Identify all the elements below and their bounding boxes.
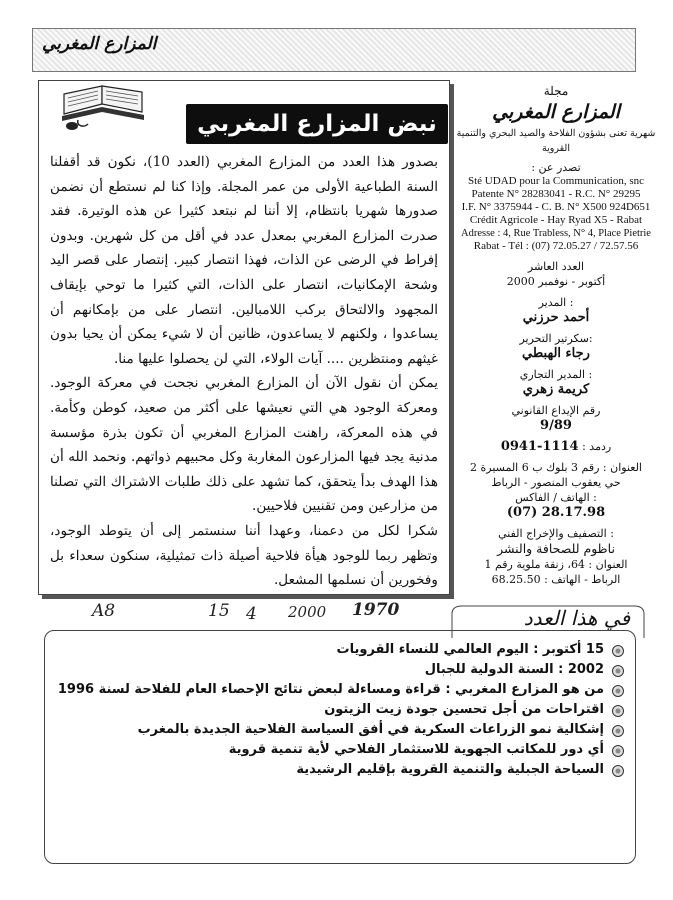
handwritten-number: 2000 [288,603,327,621]
phone-label: الهاتف / الفاكس : [515,491,597,504]
publisher-label: تصدر عن : [531,161,581,174]
bullet-icon [612,645,624,657]
address-line: حي يعقوب المنصور - الرباط [491,476,621,489]
phone-value: (07) 28.17.98 [506,505,606,520]
layout-company-logo: ناظوم للصحافة والنشر [497,541,615,556]
article-paragraph-2: يمكن أن نقول الآن أن المزارع المغربي نجحت في معركة الوجود. ومعركة الوجود هي التي نعيشها على أكثر من صعيد، كوطن وكأمة. في هذه المعركة، راهنت المزارع المغربي أن تكون بذرة مؤسسة مدنية يجد فيها المزارعون المغاربة وكل محبيهم ذواتهم. ونحمد الله أن هذا الهدف بدأ يتحقق، كما تشهد على ذلك طلبات الاشتراك التي تصلنا من مزارعين ومن تقنيين فلاحيين. [50,375,438,515]
legal-deposit-value: 9/89 [540,418,572,433]
secretary-name: رجاء الهبطي [522,346,590,361]
issn-value: 1114-0941 [500,439,579,454]
layout-label: التصفيف والإخراج الفني : [498,527,614,540]
magazine-label: مجلة [543,84,569,98]
book-icon [58,74,148,134]
bullet-icon [612,665,624,677]
handwritten-number: A8 [92,601,116,621]
publisher-line: Crédit Agricole - Hay Ryad X5 - Rabat [469,214,643,226]
contents-list [56,640,626,780]
layout-city-phone: الرباط - الهاتف : 68.25.50 [491,573,621,586]
article-paragraph-3: شكرا لكل من دعمنا، وعهدا أننا سنستمر إلى أن يتوطد الوجود، وتظهر ربما للوجود هيأة فلاحية أصيلة ذات تمثيلية، سنكون سعداء بل وفخورين أن نسلمها المشعل. [50,522,438,589]
contents-item: اقتراحات من أجل تحسين جودة زيت الزيتون [56,700,626,720]
contents-label: في هذا العدد [523,606,630,630]
secretary-label: سكرتير التحرير: [519,332,593,345]
publisher-line: I.F. N° 3375944 - C. B. N° X500 924D651 [461,201,651,213]
director-name: أحمد حرزني [522,310,590,325]
commercial-name: كريمة زهري [522,382,590,397]
legal-deposit-label: رقم الإيداع القانوني [511,404,601,417]
layout-address: العنوان : 64، زنقة ملوية رقم 1 [484,558,628,571]
handwritten-number: 15 [208,601,230,621]
contents-item: من هو المزارع المغربي : قراءة ومساءلة لبعض نتائج الإحصاء العام للفلاحة لسنة 1996 [56,680,626,700]
header-logo: المزارع المغربي [42,34,157,54]
publisher-line: Rabat - Tél : (07) 72.05.27 / 72.57.56 [473,240,639,252]
issn-row [456,439,656,454]
handwritten-number: 1970 [352,600,400,620]
contents-item: 2002 : السنة الدولية للجبال [56,660,626,680]
bullet-icon [612,685,624,697]
publisher-line: Sté UDAD pour la Communication, snc [468,175,644,187]
contents-item: 15 أكتوبر : اليوم العالمي للنساء القرويات [56,640,626,660]
bullet-icon [612,765,624,777]
handwritten-number: 4 [246,604,257,624]
commercial-label: المدير التجاري : [519,368,593,381]
masthead-info [456,84,656,587]
article-title: نبض المزارع المغربي [186,104,448,144]
bullet-icon [612,705,624,717]
contents-item: السياحة الجبلية والتنمية القروية بإقليم الرشيدية [56,760,626,780]
bullet-icon [612,745,624,757]
article-paragraph-1: بصدور هذا العدد من المزارع المغربي (العدد 10)، نكون قد أقفلنا السنة الطباعية الأولى من عمر المجلة. وإذا كنا لم نستطع أن نضمن صدورها شهريا بانتظام، إلا أننا لم نبتعد كثيرا عن هذه الوتيرة. فقد صدرت المزارع المغربي بمعدل عدد في أقل من كل شهرين. وبدون إفراط في الرضى عن الذات، فهذا انتصار كبير. إنتصار على قصر اليد وشحة الإمكانيات، انتصار على الذات، التي كثيرا ما توحي بإيقاف المجهود والالتحاق بركب اللامبالين. انتصار على من بإمكانهم أن يساعدوا ، ولكنهم لا يساعدون، ظانين أن لا شيء يمكن أن يحيا بدون غيثهم ومنتظرين .... آيات الولاء، التي لن يحصلوا عليها منا. [50,154,438,367]
issn-label: ردمد : [582,440,612,453]
director-label: المدير : [538,296,574,309]
magazine-description: شهرية تعنى بشؤون الفلاحة والصيد البحري والتنمية القروية [456,128,656,154]
article-body [50,150,438,593]
magazine-name: المزارع المغربي [492,101,620,123]
issue-date: أكتوبر - نوفمبر 2000 [506,275,606,288]
contents-item: أي دور للمكاتب الجهوية للاستثمار الفلاحي لأية تنمية قروية [56,740,626,760]
issue-label: العدد العاشر [527,260,585,273]
bullet-icon [612,725,624,737]
contents-item: إشكالية نمو الزراعات السكرية في أفق السياسة الفلاحية الجديدة بالمغرب [56,720,626,740]
address-label: العنوان : رقم 3 بلوك ب 6 المسيرة 2 [470,461,642,474]
publisher-line: Adresse : 4, Rue Trabless, N° 4, Place Pietrie [461,228,651,239]
publisher-line: Patente N° 28283041 - R.C. N° 29295 [471,188,641,200]
